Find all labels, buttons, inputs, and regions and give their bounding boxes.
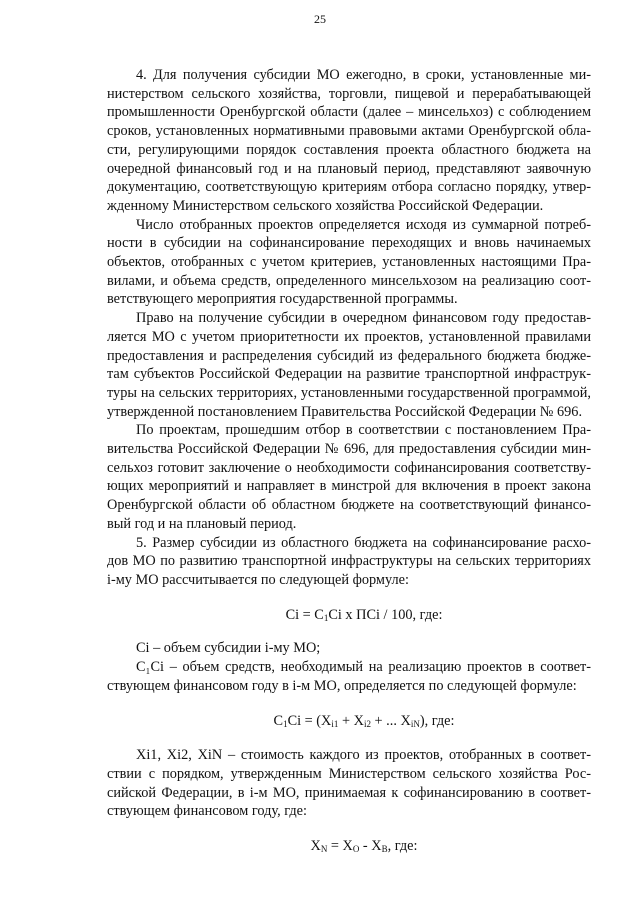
paragraph-subsidy-amount: 5. Размер субсидии из областного бюджета на софинансирование расходов МО по развитию транспортной инфраструктуры на сельских территориях i-му МО рассчитывается по следующей формуле: [107, 534, 591, 588]
formula-xn: $X_N = X_O - X_B$, где: [310, 838, 418, 855]
paragraph-project-count: Число отобранных проектов определяется исходя из суммарной потребности в субсидии на софинансирование переходящих и вновь начинаемых объектов, отобранных с учетом критериев, установленных настоящими Правилами, и объема средств, определенного минсельхозом на реализацию соответствующего мероприятия государственной программы. [107, 216, 591, 308]
page-number: 25 [314, 12, 326, 26]
paragraph-subsidy-right: Право на получение субсидии в очередном финансовом году предоставляется МО с учетом приоритетности их проектов, установленной правилами предоставления и распределения субсидий из федерального бюджета бюджетам субъектов Российской Федерации на развитие транспортной инфраструктуры на сельских территориях, установленными государственной программой, утвержденной постановлением Правительства Российской Федерации № 696. [107, 310, 591, 420]
paragraph-c1ci-definition: C₁Ci – объем средств, необходимый на реализацию проектов в соответствующем финансовом году в i-м МО, определяется по следующей формуле: [107, 659, 591, 694]
body-text [107, 66, 591, 856]
paragraph-submission-procedure: 4. Для получения субсидии МО ежегодно, в сроки, установленные министерством сельского хозяйства, торговли, пищевой и перерабатывающей промышленности Оренбургской области (далее – минсельхоз) с соблюдением сроков, установленных нормативными правовыми актами Оренбургской области, регулирующими порядок составления проекта областного бюджета на очередной финансовый год и на плановый период, представляют заявочную документацию, соответствующую критериям отбора согласно порядку, утвержденному Министерством сельского хозяйства Российской Федерации. [107, 67, 591, 214]
paragraph-project-cost-definition: Xi1, Xi2, XiN – стоимость каждого из проектов, отобранных в соответствии с порядком, утвержденным Министерством сельского хозяйства Российской Федерации, в i-м МО, принимаемая к софинансированию в соответствующем финансовом году, где: [107, 747, 591, 820]
formula-subsidy: $Ci = C_1Ci$ x ПСi / 100, где: [285, 606, 443, 623]
formula-c1ci: $C_1Ci = (X_{i1} + X_{i2}$ + ... $X_{iN}$), где: [273, 712, 455, 729]
paragraph-selected-projects: По проектам, прошедшим отбор в соответствии с постановлением Правительства Российской Федерации № 696, для предоставления субсидии минсельхоз готовит заключение о необходимости софинансирования соответствующих мероприятий и направляет в минстрой для включения в проект закона Оренбургской области об областном бюджете на соответствующий финансовый год и на плановый период. [107, 422, 591, 532]
paragraph-ci-definition: Ci – объем субсидии i-му МО; [136, 640, 321, 657]
